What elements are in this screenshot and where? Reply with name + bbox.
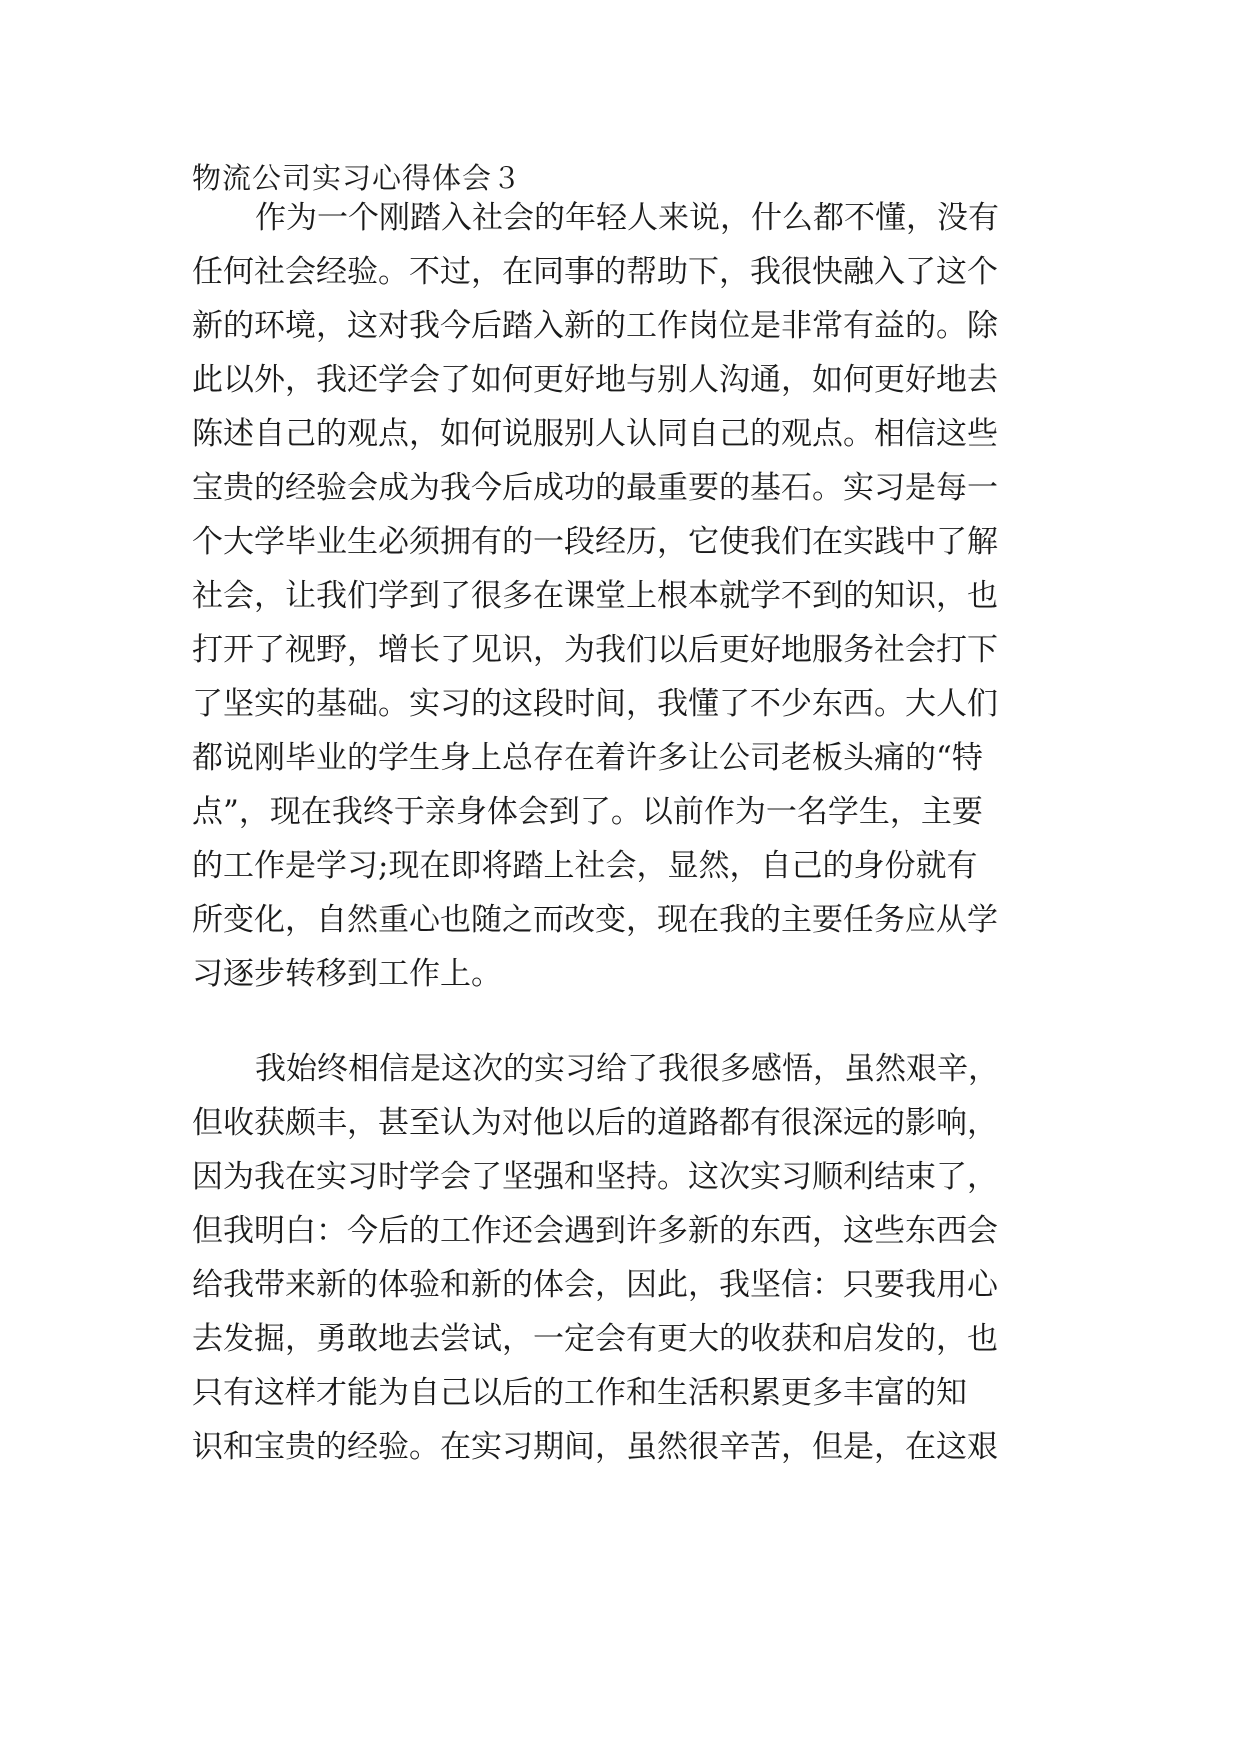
paragraph-2-line: 给我带来新的体验和新的体会，因此，我坚信：只要我用心 bbox=[192, 1267, 998, 1303]
paragraph-1-line: 的工作是学习;现在即将踏上社会，显然，自己的身份就有 bbox=[192, 848, 978, 884]
paragraph-2-line: 但我明白：今后的工作还会遇到许多新的东西，这些东西会 bbox=[192, 1213, 998, 1249]
paragraph-2-line: 识和宝贵的经验。在实习期间，虽然很辛苦，但是，在这艰 bbox=[192, 1429, 998, 1465]
paragraph-1-line: 个大学毕业生必须拥有的一段经历，它使我们在实践中了解 bbox=[192, 524, 998, 560]
paragraph-1-line: 打开了视野，增长了见识，为我们以后更好地服务社会打下 bbox=[192, 632, 998, 668]
paragraph-1-line: 新的环境，这对我今后踏入新的工作岗位是非常有益的。除 bbox=[192, 308, 998, 344]
paragraph-1-line: 都说刚毕业的学生身上总存在着许多让公司老板头痛的“特 bbox=[192, 740, 983, 776]
paragraph-2-line: 但收获颇丰，甚至认为对他以后的道路都有很深远的影响， bbox=[192, 1105, 998, 1141]
document-title: 物流公司实习心得体会３ bbox=[192, 161, 523, 195]
paragraph-2-line: 只有这样才能为自己以后的工作和生活积累更多丰富的知 bbox=[192, 1375, 967, 1411]
paragraph-1-line: 任何社会经验。不过，在同事的帮助下，我很快融入了这个 bbox=[192, 254, 998, 290]
paragraph-1-line: 了坚实的基础。实习的这段时间，我懂了不少东西。大人们 bbox=[192, 686, 998, 722]
paragraph-2-line: 我始终相信是这次的实习给了我很多感悟，虽然艰辛， bbox=[255, 1051, 999, 1087]
paragraph-1-line: 社会，让我们学到了很多在课堂上根本就学不到的知识，也 bbox=[192, 578, 998, 614]
paragraph-2-line: 因为我在实习时学会了坚强和坚持。这次实习顺利结束了， bbox=[192, 1159, 998, 1195]
paragraph-1-line: 点”，现在我终于亲身体会到了。以前作为一名学生，主要 bbox=[192, 794, 983, 830]
paragraph-1-line: 所变化，自然重心也随之而改变，现在我的主要任务应从学 bbox=[192, 902, 998, 938]
paragraph-2-line: 去发掘，勇敢地去尝试，一定会有更大的收获和启发的，也 bbox=[192, 1321, 998, 1357]
paragraph-1-line: 作为一个刚踏入社会的年轻人来说，什么都不懂，没有 bbox=[255, 200, 999, 236]
paragraph-1-line: 习逐步转移到工作上。 bbox=[192, 956, 502, 992]
paragraph-1-line: 陈述自己的观点，如何说服别人认同自己的观点。相信这些 bbox=[192, 416, 998, 452]
paragraph-1-line: 宝贵的经验会成为我今后成功的最重要的基石。实习是每一 bbox=[192, 470, 998, 506]
paragraph-1-line: 此以外，我还学会了如何更好地与别人沟通，如何更好地去 bbox=[192, 362, 998, 398]
